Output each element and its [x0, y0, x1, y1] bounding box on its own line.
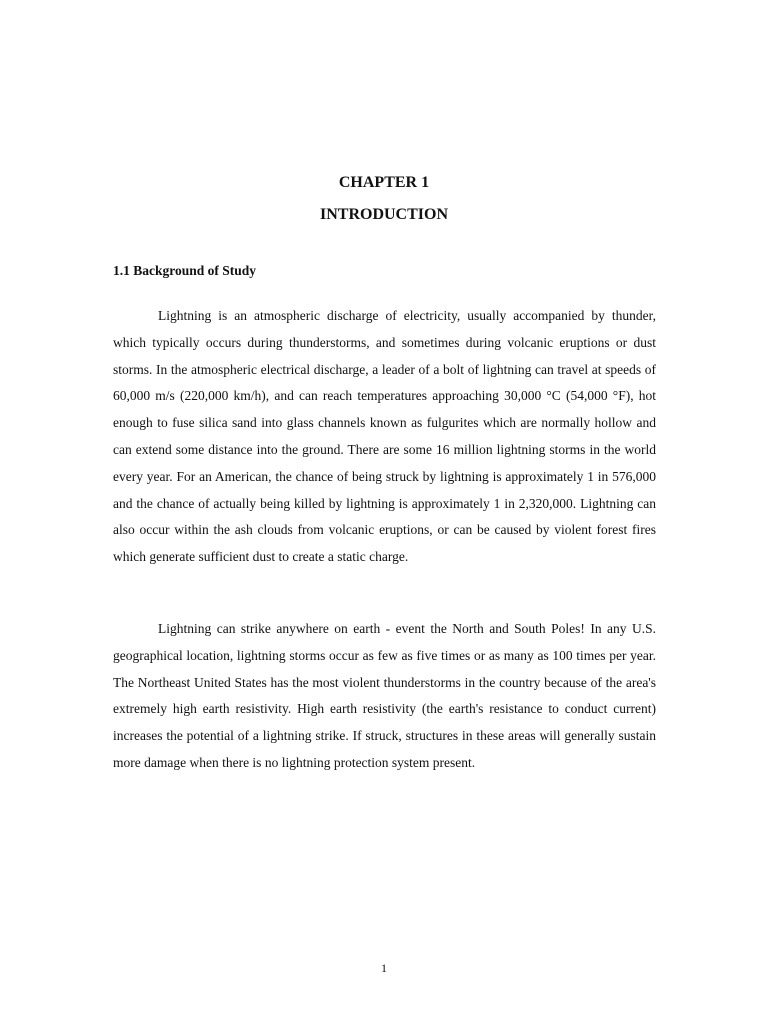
- chapter-number: CHAPTER 1: [338, 174, 430, 191]
- body-paragraph: Lightning can strike anywhere on earth - event the North and South Poles! In any U.S. geographical location, lightning storms occur as few as five times or as many as 100 times per year. The Northeast United States has the most violent thunderstorms in the country because of the area's extremely high earth resistivity. High earth resistivity (the earth's resistance to conduct current) increases the potential of a lightning strike. If struck, structures in these areas will generally sustain more damage when there is no lightning protection system present.: [113, 621, 656, 770]
- page-number: 1: [381, 961, 387, 975]
- chapter-title: INTRODUCTION: [319, 206, 448, 223]
- section-heading: 1.1 Background of Study: [113, 263, 257, 278]
- body-paragraph: Lightning is an atmospheric discharge of electricity, usually accompanied by thunder, which typically occurs during thunderstorms, and sometimes during volcanic eruptions or dust storms. In the atmospheric electrical discharge, a leader of a bolt of lightning can travel at speeds of 60,000 m/s (220,000 km/h), and can reach temperatures approaching 30,000 °C (54,000 °F), hot enough to fuse silica sand into glass channels known as fulgurites which are normally hollow and can extend some distance into the ground. There are some 16 million lightning storms in the world every year. For an American, the chance of being struck by lightning is approximately 1 in 576,000 and the chance of actually being killed by lightning is approximately 1 in 2,320,000. Lightning can also occur within the ash clouds from volcanic eruptions, or can be caused by violent forest fires which generate sufficient dust to create a static charge.: [113, 308, 656, 565]
